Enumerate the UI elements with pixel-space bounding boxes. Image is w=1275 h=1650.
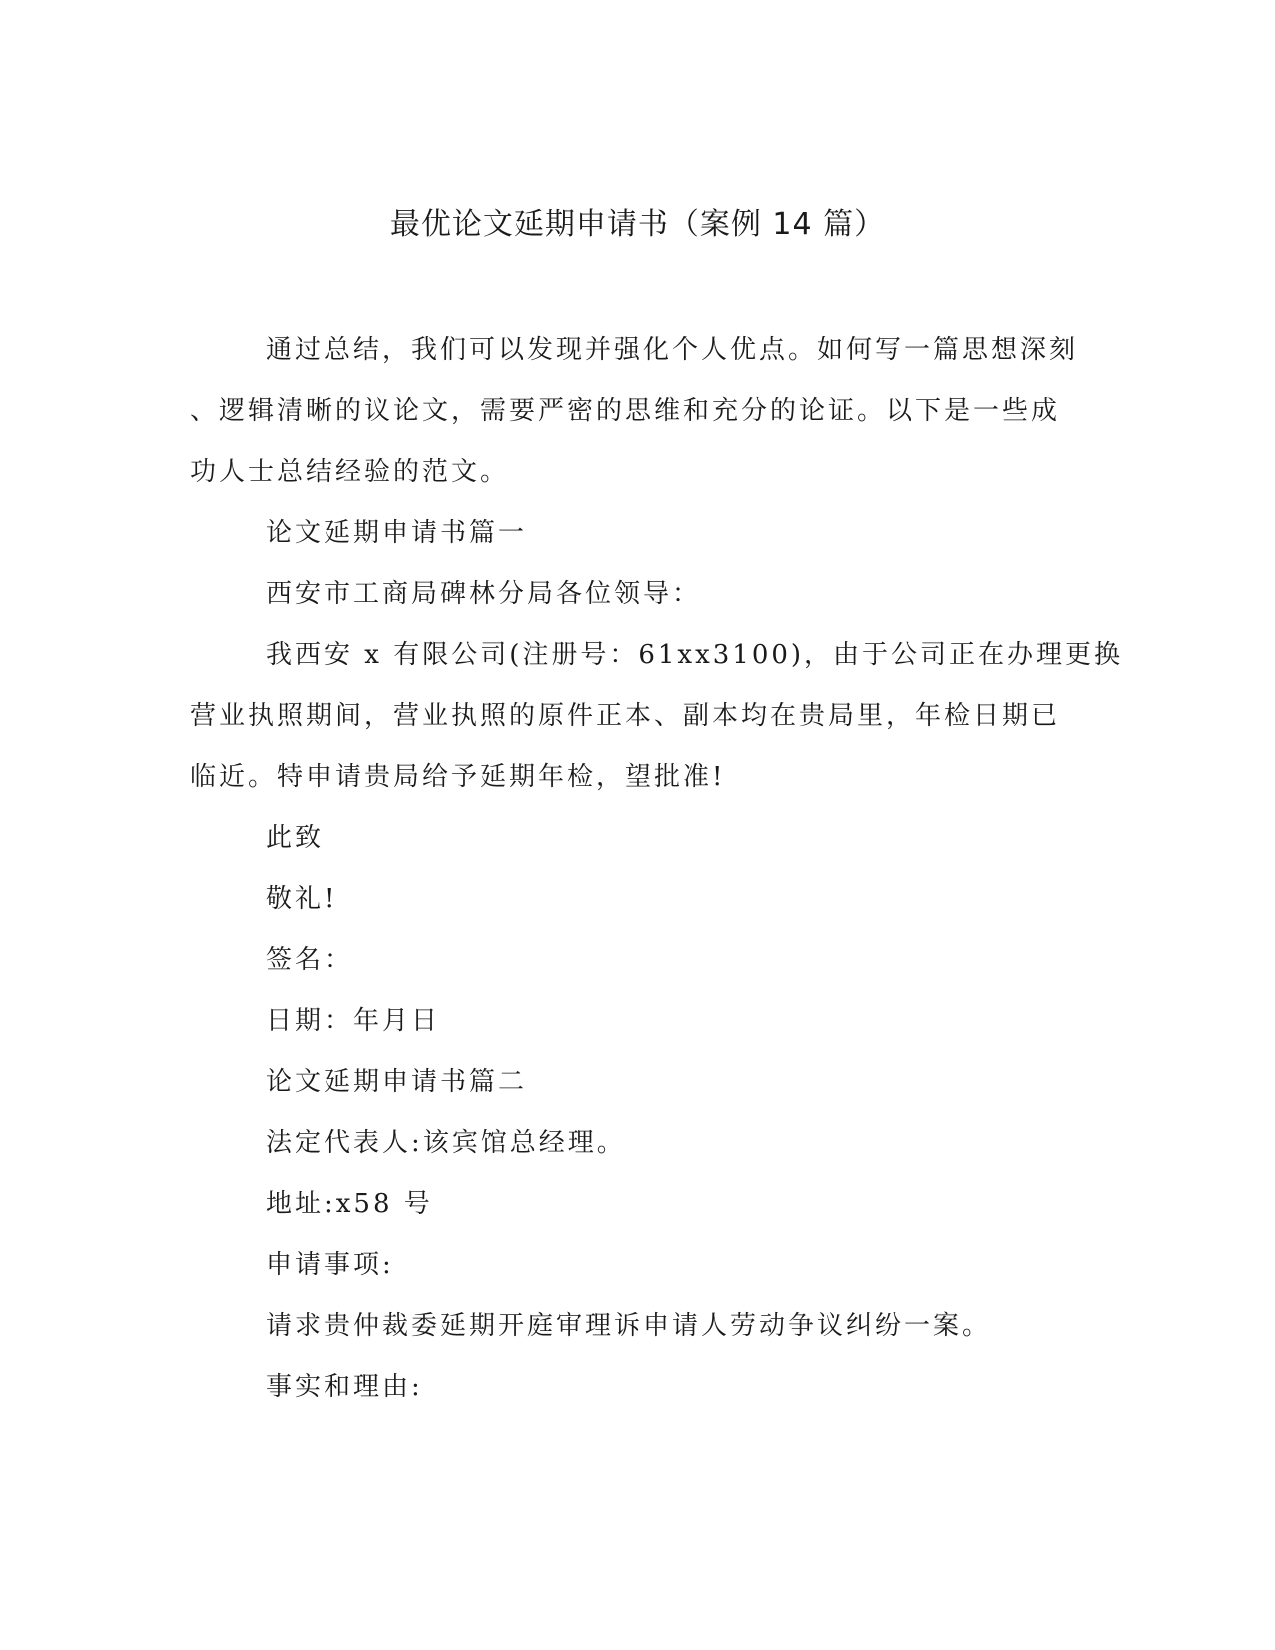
salutation: 西安市工商局碑林分局各位领导： bbox=[266, 579, 702, 609]
document-title: 最优论文延期申请书（案例 14 篇） bbox=[389, 207, 886, 242]
section1-heading: 论文延期申请书篇一 bbox=[266, 518, 528, 548]
intro-line: 通过总结，我们可以发现并强化个人优点。如何写一篇思想深刻 bbox=[266, 335, 1079, 365]
closing-line-2: 敬礼! bbox=[266, 884, 338, 914]
closing-line-1: 此致 bbox=[266, 823, 325, 853]
document-body bbox=[190, 320, 1124, 1418]
address-line: 地址:x58 号 bbox=[266, 1189, 433, 1219]
intro-line: 、逻辑清晰的议论文，需要严密的思维和充分的论证。以下是一些成 bbox=[190, 396, 1061, 426]
request-line: 营业执照期间，营业执照的原件正本、副本均在贵局里，年检日期已 bbox=[190, 701, 1061, 731]
facts-label: 事实和理由: bbox=[266, 1372, 423, 1402]
intro-paragraph bbox=[190, 320, 1080, 503]
section2-heading: 论文延期申请书篇二 bbox=[266, 1067, 528, 1097]
request-paragraph bbox=[190, 625, 1124, 808]
matter-label: 申请事项: bbox=[266, 1250, 394, 1280]
date-line: 日期：年月日 bbox=[266, 1006, 441, 1036]
matter-text: 请求贵仲裁委延期开庭审理诉申请人劳动争议纠纷一案。 bbox=[266, 1311, 992, 1341]
request-line: 临近。特申请贵局给予延期年检，望批准! bbox=[190, 762, 726, 792]
signature-line: 签名： bbox=[266, 945, 354, 975]
request-line: 我西安 x 有限公司(注册号：61xx3100)，由于公司正在办理更换 bbox=[266, 640, 1124, 670]
legal-representative: 法定代表人:该宾馆总经理。 bbox=[266, 1128, 626, 1158]
intro-line: 功人士总结经验的范文。 bbox=[190, 457, 510, 487]
